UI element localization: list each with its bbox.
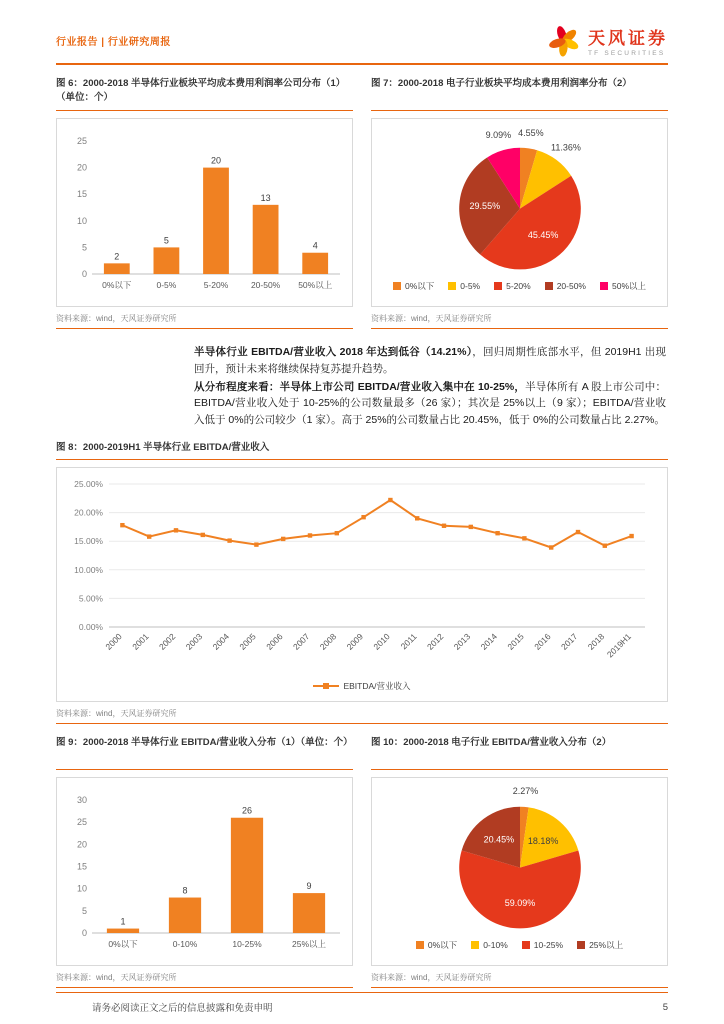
svg-text:5-20%: 5-20%	[203, 280, 228, 290]
svg-text:2007: 2007	[290, 631, 312, 653]
svg-text:2002: 2002	[156, 631, 178, 653]
brand-logo-icon	[547, 25, 581, 57]
svg-text:2013: 2013	[451, 631, 473, 653]
figure-10-chart-box	[371, 777, 668, 966]
legend-item: EBITDA/营业收入	[313, 680, 410, 692]
svg-text:15: 15	[76, 861, 87, 872]
body-paragraph: 半导体行业 EBITDA/营业收入 2018 年达到低谷（14.21%），回归周期性底部水平，但 2019H1 出现回升，预计未来将继续保持复苏提升趋势。	[194, 346, 666, 375]
svg-text:50%以上: 50%以上	[297, 280, 332, 290]
svg-text:30: 30	[76, 795, 87, 806]
svg-text:15.00%: 15.00%	[74, 536, 103, 547]
svg-text:5: 5	[81, 906, 87, 917]
svg-text:25: 25	[76, 817, 87, 828]
body-paragraph: 从分布程度来看：半导体上市公司 EBITDA/营业收入集中在 10-25%，半导体所有 A 股上市公司中：EBITDA/营业收入处于 10-25%的公司数量最多（26 家）；其次是 25%以上（9 家）；EBITDA/营业收入低于 0%的公司较少（1 家）。高于 25%的公司数量占比 20.45%，低于 0%的公司数量占比 2.27%。	[194, 380, 666, 427]
svg-text:0%以下: 0%以下	[101, 280, 131, 290]
svg-text:2004: 2004	[210, 631, 232, 653]
figure-7	[371, 77, 668, 329]
svg-text:2008: 2008	[317, 631, 339, 653]
svg-text:5: 5	[163, 235, 169, 246]
svg-text:8: 8	[181, 885, 188, 896]
svg-text:20-50%: 20-50%	[250, 280, 280, 290]
figure-6-bar-chart	[64, 125, 346, 300]
svg-text:4: 4	[312, 240, 318, 251]
svg-text:25%以上: 25%以上	[291, 939, 326, 950]
legend-item: 10-25%	[522, 940, 563, 950]
svg-text:4.55%: 4.55%	[517, 127, 544, 138]
svg-text:10: 10	[76, 883, 87, 894]
svg-text:25.00%: 25.00%	[74, 479, 103, 490]
svg-text:20.45%: 20.45%	[483, 834, 514, 845]
figure-7-pie-chart	[379, 125, 661, 277]
svg-text:26: 26	[241, 805, 252, 816]
legend-item: 25%以上	[577, 939, 623, 951]
legend-item: 0%以下	[393, 280, 434, 292]
figure-9-title: 图 9：2000-2018 半导体行业 EBITDA/营业收入分布（1）（单位：个）	[56, 736, 353, 770]
svg-text:9.09%: 9.09%	[485, 130, 511, 141]
svg-text:1: 1	[119, 916, 126, 927]
svg-text:0-10%: 0-10%	[172, 939, 197, 950]
svg-text:20: 20	[76, 162, 87, 173]
figure-9-chart-box	[56, 777, 353, 966]
page-number: 5	[662, 1001, 668, 1013]
legend-item: 0-5%	[448, 281, 480, 291]
svg-text:5: 5	[81, 242, 87, 253]
svg-text:2001: 2001	[130, 631, 151, 653]
figure-10	[371, 736, 668, 988]
figure-8	[56, 441, 668, 724]
figure-8-line-chart	[63, 474, 661, 677]
figure-6-title: 图 6：2000-2018 半导体行业板块平均成本费用利润率公司分布（1）（单位：个）	[56, 77, 353, 111]
figure-8-chart-box	[56, 467, 668, 702]
brand-name: 天风证券	[588, 29, 668, 48]
svg-text:0: 0	[81, 269, 87, 279]
svg-text:2: 2	[113, 251, 119, 262]
figure-6-source: 资料来源：wind，天风证券研究所	[56, 307, 353, 329]
svg-text:20: 20	[210, 155, 221, 166]
brand	[547, 24, 668, 57]
svg-text:2003: 2003	[183, 631, 205, 653]
svg-text:0%以下: 0%以下	[107, 939, 138, 950]
report-type-label: 行业报告 | 行业研究周报	[56, 37, 171, 48]
svg-text:29.55%: 29.55%	[469, 201, 500, 212]
figure-6	[56, 77, 353, 329]
svg-text:15: 15	[76, 189, 87, 200]
svg-text:2018: 2018	[585, 631, 607, 653]
brand-text	[588, 24, 668, 57]
svg-text:18.18%: 18.18%	[527, 836, 558, 847]
svg-text:2000: 2000	[103, 631, 124, 653]
brand-subtitle: TF SECURITIES	[588, 50, 666, 57]
figure-9-source: 资料来源：wind，天风证券研究所	[56, 966, 353, 988]
svg-text:25: 25	[76, 136, 87, 146]
svg-text:2015: 2015	[505, 631, 526, 653]
svg-text:10: 10	[76, 215, 87, 226]
svg-text:11.36%: 11.36%	[550, 142, 581, 153]
svg-text:2011: 2011	[398, 631, 419, 652]
svg-text:2012: 2012	[424, 631, 446, 653]
svg-text:2006: 2006	[264, 631, 285, 653]
header-divider	[56, 63, 668, 65]
figure-10-source: 资料来源：wind，天风证券研究所	[371, 966, 668, 988]
figure-7-chart-box	[371, 118, 668, 307]
legend-item: 5-20%	[494, 281, 531, 291]
svg-text:2010: 2010	[371, 631, 392, 653]
svg-text:2019H1: 2019H1	[604, 631, 634, 660]
figure-8-legend	[306, 677, 417, 696]
figure-10-legend	[409, 936, 630, 955]
footer-disclaimer: 请务必阅读正文之后的信息披露和免责申明	[92, 1003, 273, 1014]
svg-text:5.00%: 5.00%	[78, 593, 103, 604]
svg-text:0.00%: 0.00%	[78, 622, 103, 633]
svg-text:20.00%: 20.00%	[74, 507, 103, 518]
figure-10-pie-chart	[379, 784, 661, 936]
svg-text:2009: 2009	[344, 631, 366, 653]
figure-9	[56, 736, 353, 988]
svg-text:9: 9	[305, 881, 312, 892]
figure-6-chart-box	[56, 118, 353, 307]
svg-text:59.09%: 59.09%	[504, 898, 535, 909]
svg-text:0: 0	[81, 928, 87, 939]
svg-text:2.27%: 2.27%	[512, 786, 538, 797]
svg-text:2005: 2005	[237, 631, 258, 653]
figure-row-bottom	[56, 736, 668, 988]
legend-item: 0-10%	[471, 940, 508, 950]
page-footer	[56, 992, 668, 1014]
page-header	[56, 24, 668, 57]
figure-7-legend	[386, 277, 653, 296]
svg-text:2014: 2014	[478, 631, 500, 653]
svg-text:0-5%: 0-5%	[155, 280, 176, 290]
legend-item: 50%以上	[600, 280, 646, 292]
figure-9-bar-chart	[64, 784, 346, 959]
svg-text:20: 20	[76, 839, 87, 850]
legend-item: 0%以下	[416, 939, 457, 951]
svg-text:10.00%: 10.00%	[74, 565, 103, 576]
legend-item: 20-50%	[545, 281, 586, 291]
figure-10-title: 图 10：2000-2018 电子行业 EBITDA/营业收入分布（2）	[371, 736, 668, 770]
figure-8-title: 图 8：2000-2019H1 半导体行业 EBITDA/营业收入	[56, 441, 668, 460]
svg-text:2017: 2017	[558, 631, 580, 653]
body-text	[194, 344, 666, 429]
figure-row-top	[56, 77, 668, 329]
svg-text:10-25%: 10-25%	[231, 939, 262, 950]
svg-text:45.45%: 45.45%	[527, 230, 558, 241]
svg-text:13: 13	[260, 192, 271, 203]
svg-text:2016: 2016	[532, 631, 553, 653]
figure-7-title: 图 7：2000-2018 电子行业板块平均成本费用利润率分布（2）	[371, 77, 668, 111]
figure-7-source: 资料来源：wind，天风证券研究所	[371, 307, 668, 329]
figure-8-source: 资料来源：wind，天风证券研究所	[56, 702, 668, 724]
